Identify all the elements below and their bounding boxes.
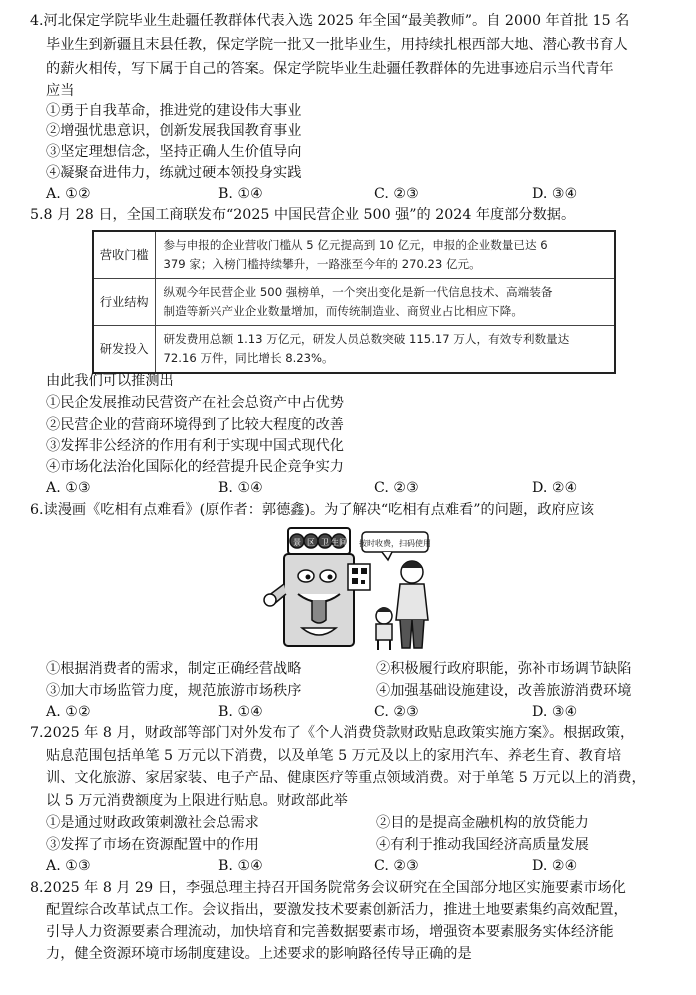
q6-option-c[interactable]: C. ②③ [374,704,419,720]
table-row-label: 研发投入 [93,326,155,374]
q7-statement-3: ③发挥了市场在资源配置中的作用 [46,837,259,853]
q5-statement-4: ④市场化法治化国际化的经营提升民企竞争实力 [46,459,344,475]
q7-stem-line-4: 以 5 万元消费额度为上限进行贴息。财政部此举 [46,793,348,809]
q4-statement-2: ②增强忧患意识，创新发展我国教育事业 [46,123,302,139]
q7-option-c[interactable]: C. ②③ [374,858,419,874]
table-row [93,231,615,279]
q4-stem-line-3: 的薪火相传，写下属于自己的答案。保定学院毕业生赴疆任教群体的先进事迹启示当代青年 [46,61,614,77]
q7-stem-line-3: 训、文化旅游、家居家装、电子产品、健康医疗等重点领域消费。对于单笔 5 万元以上的消费， [46,770,646,786]
cartoon-sign-char: 景 [293,538,301,547]
q6-statements-row-2 [46,680,666,702]
q7-option-b[interactable]: B. ①④ [218,858,263,874]
q8-stem-line-1: 8.2025 年 8 月 29 日，李强总理主持召开国务院常务会议研究在全国部分地区实施要素市场化 [30,880,626,896]
cartoon-bubble-text: 按时收费，扫码使用 [359,539,431,548]
table-row-text [155,279,615,326]
q4-option-c[interactable]: C. ②③ [374,186,419,202]
q5-lead: 由此我们可以推测出 [46,373,174,389]
q5-stem: 5.8 月 28 日，全国工商联发布“2025 中国民营企业 500 强”的 2024 年度部分数据。 [30,207,576,223]
table-row-text-line: 379 家；入榜门槛持续攀升，一路涨至今年的 270.23 亿元。 [163,257,481,271]
cartoon-sign-char: 生间 [331,538,347,547]
q6-statement-1: ①根据消费者的需求，制定正确经营战略 [46,661,302,677]
q4-option-b[interactable]: B. ①④ [218,186,263,202]
q7-statement-4: ④有利于推动我国经济高质量发展 [376,837,589,853]
q5-statement-2: ②民营企业的营商环境得到了比较大程度的改善 [46,417,344,433]
q4-stem-line-2: 毕业生到新疆且末县任教，保定学院一批又一批毕业生，用持续扎根西部大地、潜心教书育人 [46,37,628,53]
q5-data-table [92,230,616,374]
table-row-label: 营收门槛 [93,231,155,279]
q4-stem-line-1: 4.河北保定学院毕业生赴疆任教群体代表入选 2025 年全国“最美教师”。自 2000 年首批 15 名 [30,13,630,29]
q6-stem: 6.读漫画《吃相有点难看》(原作者：郭德鑫)。为了解决“吃相有点难看”的问题，政府应该 [30,502,595,518]
q8-stem-line-4: 力，健全资源环境市场制度建设。上述要求的影响路径传导正确的是 [46,946,472,962]
q4-options [46,183,666,205]
q4-option-a[interactable]: A. ①② [46,186,91,202]
q4-statement-4: ④凝聚奋进伟力，练就过硬本领投身实践 [46,165,302,181]
q4-option-d[interactable]: D. ③④ [532,186,578,202]
q6-statement-3: ③加大市场监管力度，规范旅游市场秩序 [46,683,302,699]
table-row [93,326,615,374]
q7-options [46,855,666,877]
q7-statements-row-1 [46,812,666,834]
q6-option-d[interactable]: D. ③④ [532,704,578,720]
q4-statement-3: ③坚定理想信念，坚持正确人生价值导向 [46,144,302,160]
q5-statement-1: ①民企发展推动民营资产在社会总资产中占优势 [46,395,344,411]
cartoon-sign-char: 卫 [321,538,329,547]
q7-statements-row-2 [46,834,666,856]
q7-stem-line-2: 贴息范围包括单笔 5 万元以下消费，以及单笔 5 万元及以上的家用汽车、养老生育、教育培 [46,748,622,764]
q5-option-d[interactable]: D. ②④ [532,480,578,496]
q7-option-d[interactable]: D. ②④ [532,858,578,874]
q6-statement-2: ②积极履行政府职能，弥补市场调节缺陷 [376,661,632,677]
q4-stem-line-4: 应当 [46,83,75,99]
q7-statement-1: ①是通过财政政策刺激社会总需求 [46,815,259,831]
q5-options [46,477,666,499]
q6-statements-row-1 [46,658,666,680]
q5-statement-3: ③发挥非公经济的作用有利于实现中国式现代化 [46,438,344,454]
q5-option-b[interactable]: B. ①④ [218,480,263,496]
q6-option-b[interactable]: B. ①④ [218,704,263,720]
table-row [93,279,615,326]
q8-stem-line-3: 引导人力资源要素合理流动，加快培育和完善数据要素市场，增强资本要素服务实体经济能 [46,924,614,940]
q5-option-c[interactable]: C. ②③ [374,480,419,496]
q6-statement-4: ④加强基础设施建设，改善旅游消费环境 [376,683,632,699]
q4-statement-1: ①勇于自我革命，推进党的建设伟大事业 [46,103,302,119]
q6-option-a[interactable]: A. ①② [46,704,91,720]
table-row-text-line: 72.16 万件，同比增长 8.23%。 [163,351,334,365]
table-row-text [155,231,615,279]
table-row-text-line: 参与申报的企业营收门槛从 5 亿元提高到 10 亿元，申报的企业数量已达 6 [163,238,548,252]
table-row-label: 行业结构 [93,279,155,326]
q7-statement-2: ②目的是提高金融机构的放贷能力 [376,815,589,831]
table-row-text [155,326,615,374]
q7-option-a[interactable]: A. ①③ [46,858,91,874]
table-row-text-line: 纵观今年民营企业 500 强榜单，一个突出变化是新一代信息技术、高端装备 [163,285,553,299]
cartoon-sign-char: 区 [307,538,315,547]
q5-option-a[interactable]: A. ①③ [46,480,91,496]
table-row-text-line: 研发费用总额 1.13 万亿元，研发人员总数突破 115.17 万人，有效专利数量达 [163,332,570,346]
q7-stem-line-1: 7.2025 年 8 月，财政部等部门对外发布了《个人消费贷款财政贴息政策实施方案》。根据政策， [30,725,635,741]
q6-options [46,701,666,723]
q8-stem-line-2: 配置综合改革试点工作。会议指出，要激发技术要素创新活力，推进土地要素集约高效配置， [46,902,628,918]
table-row-text-line: 制造等新兴产业企业数量增加，而传统制造业、商贸业占比相应下降。 [163,304,523,318]
cartoon-image [262,524,440,654]
